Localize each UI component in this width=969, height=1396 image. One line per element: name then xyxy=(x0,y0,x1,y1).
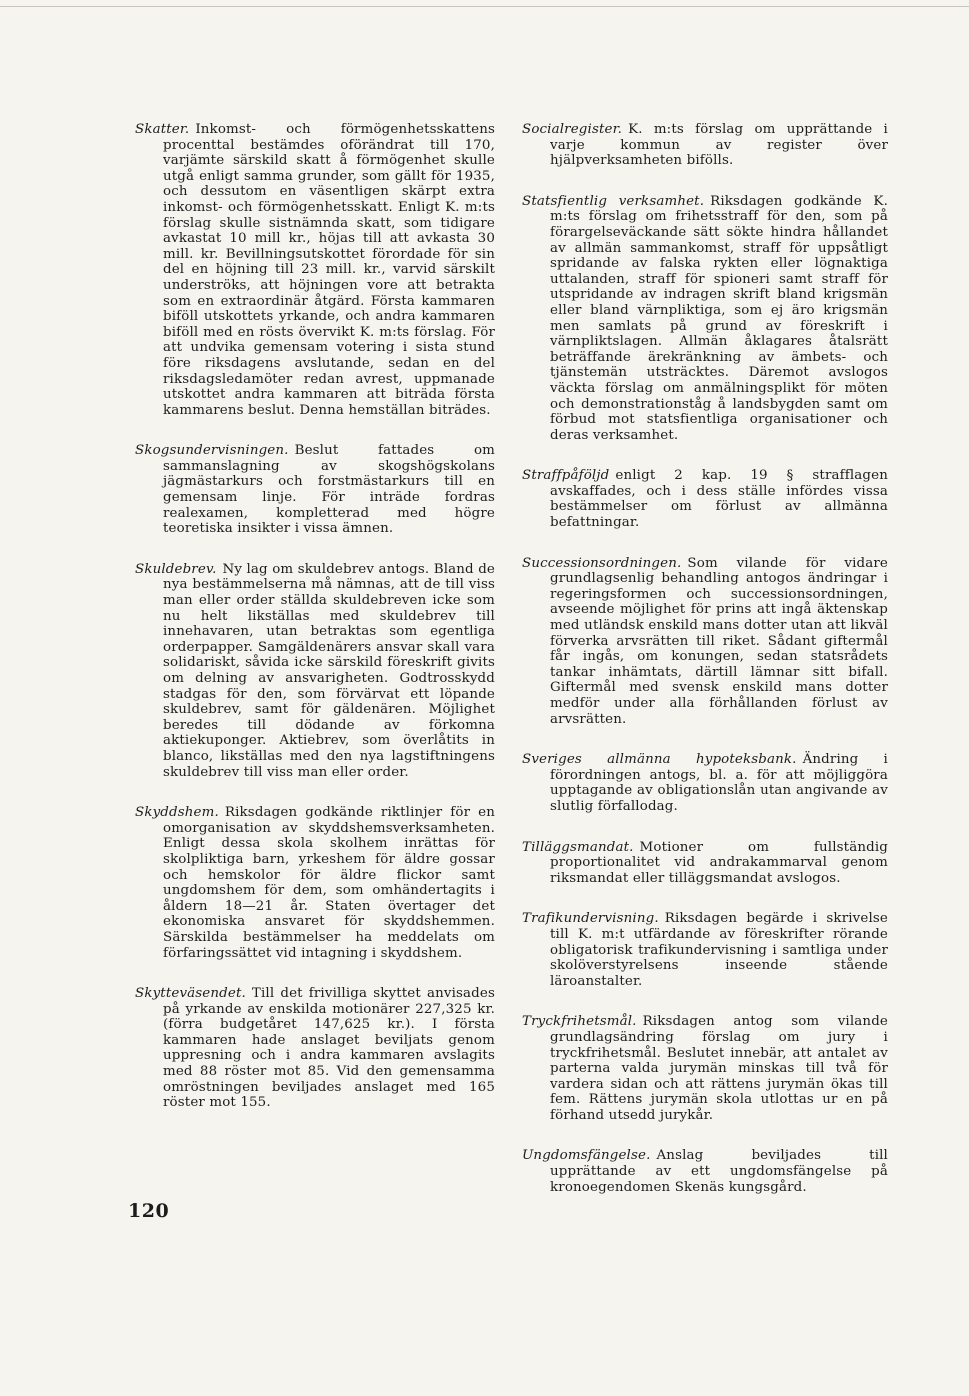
entry-text: Riksdagen godkände K. m:ts förslag om frihetsstraff för den, som på förargelseväckande sätt sökte hindra hållandet av allmän sammankomst, straff för uppsåtligt spridande av falska rykten eller lögnaktiga uttalanden, straff för spioneri samt straff för utspridande av indragen skrift bland krigsmän eller bland värnpliktiga, som ej äro krigsmän men samlats på grund av föreskrift i värnpliktslagen. Allmän åklagares åtalsrätt beträffande ärekränkning av ämbets- och tjänstemän utsträcktes. Däremot avslogos väckta förslag om anmälningsplikt för möten och demonstrationståg å landsbygden samt om förbud mot statsfientliga organisationer och deras verksamhet. xyxy=(550,193,888,443)
entry-text: Ändring i förordningen antogs, bl. a. för att möjliggöra upptagande av obligationslån utan angivande av slutlig förfallodag. xyxy=(550,752,888,814)
entry-paragraph xyxy=(135,443,495,537)
entry-term: Socialregister. xyxy=(522,122,623,137)
entry-paragraph xyxy=(522,1014,888,1123)
page-top-rule xyxy=(0,6,969,7)
page-number: 120 xyxy=(128,1200,170,1222)
entry-paragraph xyxy=(135,986,495,1111)
entry-term: Skuldebrev. xyxy=(135,561,217,577)
entry-paragraph xyxy=(522,911,888,989)
entry-term: Straffpåföljd xyxy=(522,468,610,484)
entry-term: Skatter. xyxy=(135,122,190,137)
entry-text: Anslag beviljades till upprättande av ett ungdomsfängelse på kronoegendomen Skenäs kungsgård. xyxy=(550,1148,888,1195)
entry-term: Skyddshem. xyxy=(135,805,219,821)
entry-term: Skogsundervisningen. xyxy=(135,443,289,459)
entry-term: Skyttеväsendet. xyxy=(135,986,246,1002)
entry-term: Statsfientlig verksamhet. xyxy=(522,193,705,209)
entry-term: Ungdomsfängelse. xyxy=(522,1148,651,1164)
entry-paragraph xyxy=(135,122,495,418)
entry-text: Som vilande för vidare grundlagsenlig behandling antogos ändringar i regeringsformen och successionsordningen, avseende möjlighet för prins att ingå äktenskap med utländsk enskild mans dotter utan att likväl förverka arvsrätten till riket. Sådant giftermål får ingås, om konungen, sedan statsrådets tankar inhämtats, därtill lämnar sitt bifall. Giftermål med svensk enskild mans dotter medför under alla förhållanden förlust av arvsrätten. xyxy=(550,555,888,727)
entry-paragraph xyxy=(522,194,888,444)
entry-paragraph xyxy=(522,468,888,530)
entry-paragraph xyxy=(522,556,888,728)
entry-text: Riksdagen godkände riktlinjer för en omorganisation av skyddshemsverksamheten. Enligt dessa skola skolhem inrättas för skolpliktiga barn, yrkeshem för äldre gossar och hemskolor för äldre flickor samt ungdomshem för dem, som omhändertagits i åldern 18—21 år. Staten övertager det ekonomiska ansvaret för skyddshemmen. Särskilda bestämmelser ha meddelats om förfaringssättet vid intagning i skyddshem. xyxy=(163,805,495,961)
entry-text: Beslut fattades om sammanslagning av skogshögskolans jägmästarkurs och forstmästarkurs till en gemensam linje. För inträde fordras realexamen, kompletterad med högre teoretiska insikter i vissa ämnen. xyxy=(163,443,495,537)
entry-text: Motioner om fullständig proportionalitet vid andrakammarval genom riksmandat eller tilläggsmandat avslogos. xyxy=(550,839,888,886)
entry-text: Riksdagen antog som vilande grundlagsändring förslag om jury i tryckfrihetsmål. Beslutet innebär, att antalet av parterna valda jurymän minskas till två för vardera sidan och att rättens jurymän ökas till fem. Rättens jurymän skola utlottas ur en på förhand utsedd jurykår. xyxy=(550,1014,888,1123)
entry-text: Inkomst- och förmögenhetsskattens procenttal bestämdes oförändrat till 170, varjämte särskild skatt å förmögenhet skulle utgå enligt samma grunder, som gällt för 1935, och dessutom en väsentligen skärpt extra inkomst- och förmögenhetsskatt. Enligt K. m:ts förslag skulle sistnämnda skatt, som tidigare avkastat 10 mill kr., höjas till att avkasta 30 mill. kr. Bevillningsutskottet förordade för sin del en höjning till 23 mill. kr., varvid särskilt underströks, att höjningen vore att betrakta som en extraordinär åtgärd. Första kammaren biföll utskottets yrkande, och andra kammaren biföll med en rösts övervikt K. m:ts förslag. För att undvika gemensam votering i sista stund före riksdagens avslutande, sedan en del riksdagsledamöter redan avrest, uppmanade utskottet andra kammaren att biträda första kammarens beslut. Denna hemställan biträdes. xyxy=(163,122,495,418)
entry-text: K. m:ts förslag om upprättande i varje kommun av register över hjälpverksamheten bifölls. xyxy=(550,122,888,169)
entry-paragraph xyxy=(522,1148,888,1195)
right-text-column xyxy=(522,122,888,1220)
entry-paragraph xyxy=(135,805,495,961)
left-text-column xyxy=(135,122,495,1136)
entry-paragraph xyxy=(522,122,888,169)
entry-term: Trafikundervisning. xyxy=(522,911,659,927)
entry-term: Tryckfrihetsmål. xyxy=(522,1014,637,1030)
entry-text: Ny lag om skuldebrev antogs. Bland de nya bestämmelserna må nämnas, att de till viss man eller order ställda skuldebreven icke som nu helt likställas med skuldebrev till innehavaren, utan betraktas som egentliga orderpapper. Samgäldenärers ansvar skall vara solidariskt, såvida icke särskild föreskrift givits om delning av ansvarigheten. Godtrosskydd stadgas för den, som förvärvat ett löpande skuldebrev, samt för gäldenären. Möjlighet beredes till dödande av förkomna aktiekuponger. Aktiebrev, som överlåtits in blanco, likställas med den nya lagstiftningens skuldebrev till viss man eller order. xyxy=(163,561,495,780)
entry-text: Riksdagen begärde i skrivelse till K. m:t utfärdande av föreskrifter rörande obligatorisk trafikundervisning i samtliga under skolöverstyrelsens inseende stående läroanstalter. xyxy=(550,911,888,989)
entry-paragraph xyxy=(135,562,495,780)
entry-text: Till det frivilliga skyttet anvisades på yrkande av enskilda motionärer 227,325 kr. (förra budgetåret 147,625 kr.). I första kammaren hade anslaget beviljats genom uppresning och i andra kammaren avslagits med 88 röster mot 85. Vid den gemensamma omröstningen beviljades anslaget med 165 röster mot 155. xyxy=(163,986,495,1111)
entry-term: Successionsordningen. xyxy=(522,555,682,571)
entry-text: enligt 2 kap. 19 § strafflagen avskaffades, och i dess ställe infördes vissa bestämmelser om förlust av allmänna befattningar. xyxy=(550,468,888,531)
entry-term: Sveriges allmänna hypoteksbank. xyxy=(522,752,797,768)
entry-paragraph xyxy=(522,840,888,887)
entry-paragraph xyxy=(522,752,888,814)
entry-term: Tilläggsmandat. xyxy=(522,839,634,855)
